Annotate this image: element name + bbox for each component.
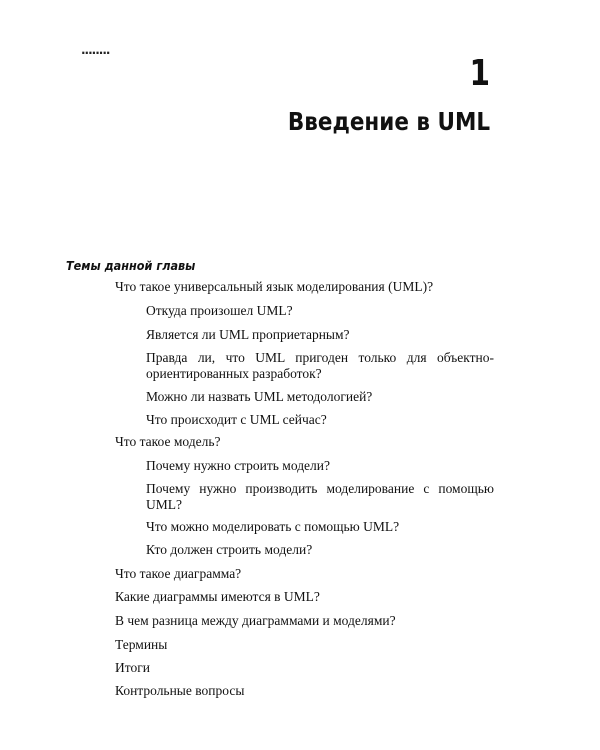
subtopic-item: Является ли UML проприетарным?: [146, 327, 350, 342]
chapter-number: 1: [469, 53, 490, 94]
topic-item: Что такое модель?: [115, 434, 221, 449]
subtopic-item: Кто должен строить модели?: [146, 542, 313, 557]
topic-item: Какие диаграммы имеются в UML?: [115, 589, 320, 604]
topics-heading: Темы данной главы: [66, 258, 196, 273]
subtopic-item: Почему нужно строить модели?: [146, 458, 331, 473]
decorative-dots: ........: [81, 43, 110, 57]
topic-item: Что такое диаграмма?: [115, 566, 242, 581]
subtopic-item: Что происходит с UML сейчас?: [146, 412, 327, 427]
subtopic-item: Откуда произошел UML?: [146, 303, 293, 318]
chapter-title: Введение в UML: [287, 107, 490, 136]
topic-item: Итоги: [115, 660, 150, 675]
subtopic-item: Правда ли, что UML пригоден только для объектно-ориентированных разработок?: [146, 350, 494, 381]
topic-item: Контрольные вопросы: [115, 683, 245, 698]
subtopic-item: Что можно моделировать с помощью UML?: [146, 519, 400, 534]
topic-item: Что такое универсальный язык моделирования (UML)?: [115, 279, 434, 294]
subtopic-item: Можно ли назвать UML методологией?: [146, 389, 373, 404]
subtopic-item: Почему нужно производить моделирование с помощью UML?: [146, 481, 494, 512]
topic-item: Термины: [115, 637, 168, 652]
topic-item: В чем разница между диаграммами и моделями?: [115, 613, 396, 628]
